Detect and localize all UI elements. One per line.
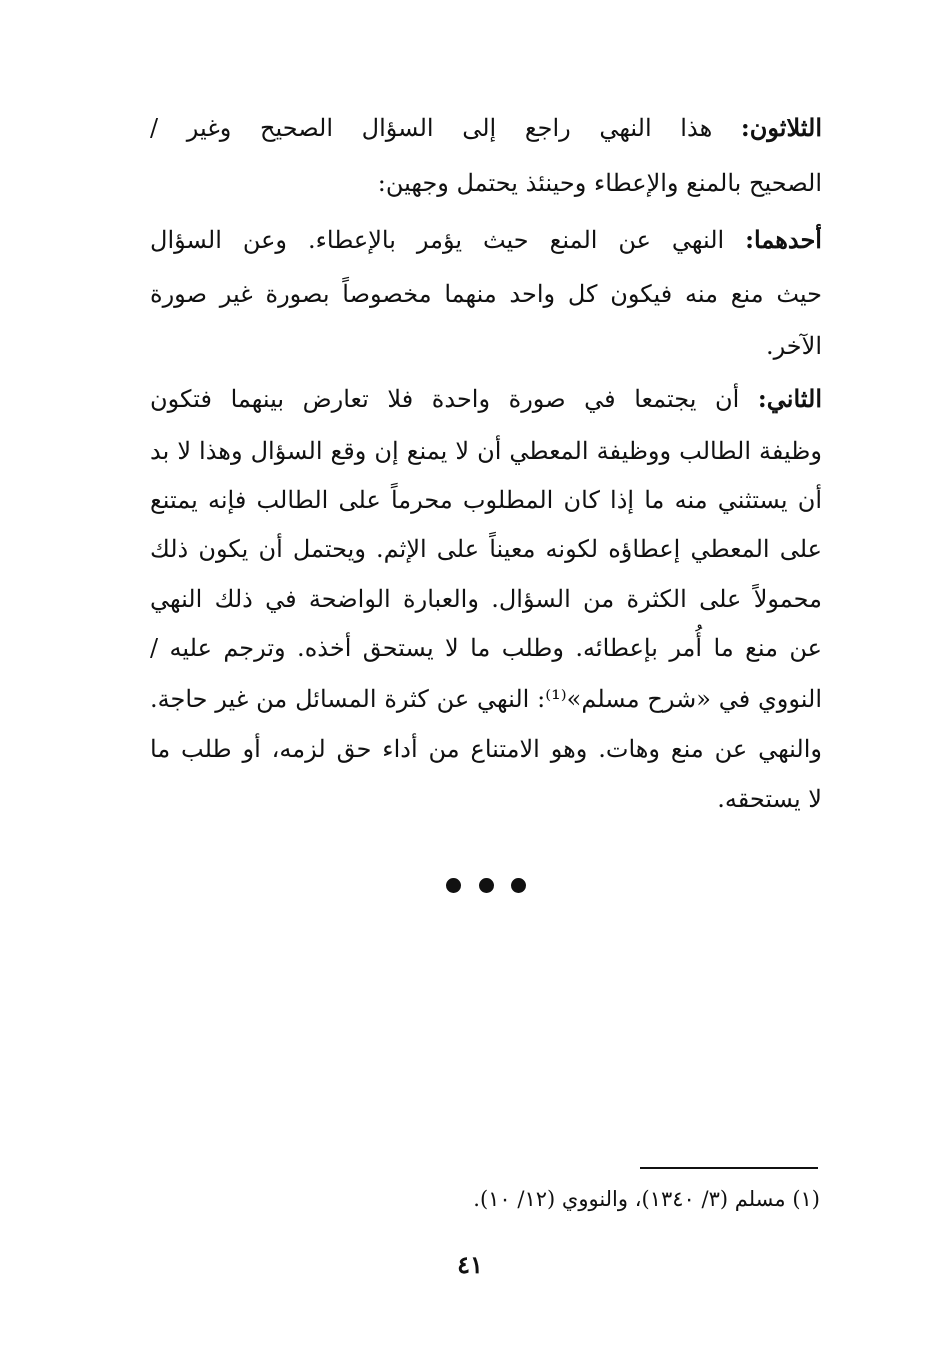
paragraph-1-text: هذا النهي راجع إلى السؤال الصحيح وغير / — [150, 114, 713, 142]
page-number: ٤١ — [457, 1250, 483, 1279]
paragraph-3-line-9: لا يستحقه. — [717, 785, 822, 813]
paragraph-3-line-2: وظيفة الطالب ووظيفة المعطي أن لا يمنع إن وقع السؤال وهذا لا بد — [150, 437, 822, 465]
separator-dot — [511, 878, 526, 893]
section-separator — [446, 878, 526, 894]
paragraph-2-line-1 — [150, 225, 822, 255]
paragraph-3-lead: الثاني: — [757, 384, 822, 413]
separator-dot — [446, 878, 461, 893]
separator-dot — [479, 878, 494, 893]
paragraph-3-line-1 — [150, 384, 822, 414]
paragraph-2-line-3: الآخر. — [765, 332, 822, 360]
paragraph-3-line-4: على المعطي إعطاؤه لكونه معيناً على الإثم. ويحتمل أن يكون ذلك — [150, 535, 822, 563]
paragraph-3-line-5: محمولاً على الكثرة من السؤال. والعبارة الواضحة في ذلك النهي — [150, 585, 822, 613]
paragraph-1-lead: الثلاثون: — [740, 113, 822, 142]
paragraph-3-line-7: النووي في «شرح مسلم»⁽¹⁾: النهي عن كثرة المسائل من غير حاجة. — [150, 685, 822, 713]
paragraph-3-line-3: أن يستثني منه ما إذا كان المطلوب محرماً على الطالب فإنه يمتنع — [150, 486, 823, 514]
paragraph-2-lead: أحدهما: — [745, 225, 822, 254]
paragraph-3-line-8: والنهي عن منع وهات. وهو الامتناع من أداء حق لزمه، أو طلب ما — [150, 735, 822, 763]
paragraph-1-line-2: الصحيح بالمنع والإعطاء وحينئذ يحتمل وجهين: — [377, 169, 822, 197]
paragraph-3-line-6: عن منع ما أُمر بإعطائه. وطلب ما لا يستحق أخذه. وترجم عليه / — [150, 634, 822, 662]
paragraph-1-line-1 — [150, 113, 822, 143]
paragraph-3-text: أن يجتمعا في صورة واحدة فلا تعارض بينهما فتكون — [150, 385, 740, 413]
paragraph-2-line-2: حيث منع منه فيكون كل واحد منهما مخصوصاً بصورة غير صورة — [150, 280, 822, 308]
footnote: (١) مسلم (٣/ ١٣٤٠)، والنووي (١٢/ ١٠). — [473, 1187, 820, 1211]
footnote-divider — [640, 1167, 818, 1169]
paragraph-2-text: النهي عن المنع حيث يؤمر بالإعطاء. وعن السؤال — [150, 226, 725, 254]
